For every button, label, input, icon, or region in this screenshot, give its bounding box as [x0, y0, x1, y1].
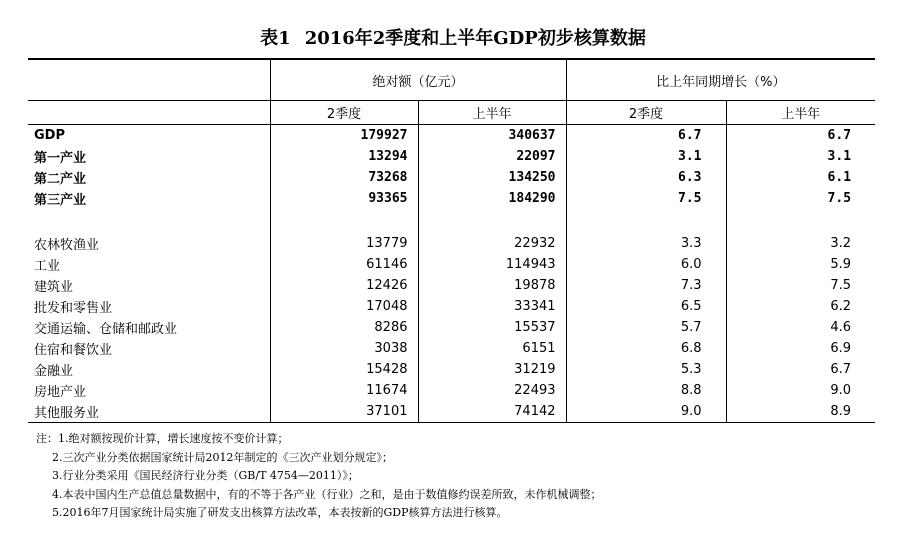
note-3: 3.行业分类采用《国民经济行业分类（GB/T 4754—2011）》； — [52, 469, 359, 482]
cell-q2-growth: 6.7 — [566, 125, 726, 147]
header-corner — [28, 101, 270, 125]
header-q2-growth: 2季度 — [566, 101, 726, 125]
cell-q2-amount: 13779 — [270, 233, 418, 254]
cell-q2-growth: 5.3 — [566, 359, 726, 380]
header-h1-growth: 上半年 — [726, 101, 875, 125]
row-label: 房地产业 — [34, 385, 87, 400]
table-row — [28, 338, 875, 359]
cell-h1-amount: 22493 — [418, 380, 566, 401]
header-absolute-amount: 绝对额（亿元） — [270, 59, 566, 101]
table-title — [0, 24, 906, 50]
cell-h1-growth: 5.9 — [726, 254, 875, 275]
cell-h1-growth: 6.2 — [726, 296, 875, 317]
row-label: 交通运输、仓储和邮政业 — [34, 322, 178, 337]
cell-q2-amount: 93365 — [270, 188, 418, 209]
header-h1-amount: 上半年 — [418, 101, 566, 125]
row-label: 建筑业 — [34, 280, 74, 295]
row-label: 金融业 — [34, 364, 74, 379]
cell-h1-growth: 8.9 — [726, 401, 875, 423]
cell-h1-amount: 184290 — [418, 188, 566, 209]
cell-h1-growth: 4.6 — [726, 317, 875, 338]
table-row-secondary — [28, 167, 875, 188]
table-notes — [36, 430, 602, 523]
note-2: 2.三次产业分类依据国家统计局2012年制定的《三次产业划分规定》； — [52, 450, 393, 464]
table-row — [28, 296, 875, 317]
gdp-table — [28, 58, 875, 423]
cell-q2-growth: 5.7 — [566, 317, 726, 338]
table-row — [28, 401, 875, 423]
cell-q2-amount: 61146 — [270, 254, 418, 275]
cell-q2-growth: 8.8 — [566, 380, 726, 401]
cell-q2-amount: 179927 — [270, 125, 418, 147]
cell-h1-amount: 22097 — [418, 146, 566, 167]
row-label: 工业 — [34, 259, 61, 274]
cell-h1-growth: 7.5 — [726, 188, 875, 209]
cell-h1-amount: 33341 — [418, 296, 566, 317]
cell-h1-amount: 340637 — [418, 125, 566, 147]
cell-q2-amount: 37101 — [270, 401, 418, 423]
table-number: 表1 — [260, 28, 291, 49]
row-label: 住宿和餐饮业 — [34, 343, 113, 358]
cell-q2-amount: 13294 — [270, 146, 418, 167]
table-row — [28, 380, 875, 401]
cell-h1-growth: 3.1 — [726, 146, 875, 167]
header-growth-rate: 比上年同期增长（%） — [566, 59, 875, 101]
spacer-row — [28, 209, 875, 233]
row-label: 第三产业 — [34, 193, 87, 208]
cell-q2-growth: 3.3 — [566, 233, 726, 254]
cell-h1-growth: 9.0 — [726, 380, 875, 401]
note-5: 5.2016年7月国家统计局实施了研发支出核算方法改革，本表按新的GDP核算方法进行核算。 — [52, 506, 508, 519]
note-1: 注：1.绝对额按现价计算，增长速度按不变价计算； — [36, 432, 289, 445]
cell-h1-amount: 6151 — [418, 338, 566, 359]
cell-h1-amount: 114943 — [418, 254, 566, 275]
cell-h1-amount: 134250 — [418, 167, 566, 188]
table-row-tertiary — [28, 188, 875, 209]
cell-q2-amount: 17048 — [270, 296, 418, 317]
cell-h1-growth: 6.7 — [726, 125, 875, 147]
cell-q2-amount: 11674 — [270, 380, 418, 401]
cell-h1-growth: 3.2 — [726, 233, 875, 254]
row-label: 批发和零售业 — [34, 301, 113, 316]
cell-q2-amount: 15428 — [270, 359, 418, 380]
cell-q2-growth: 6.8 — [566, 338, 726, 359]
cell-q2-growth: 7.5 — [566, 188, 726, 209]
row-label: GDP — [34, 128, 65, 143]
cell-h1-amount: 15537 — [418, 317, 566, 338]
header-corner — [28, 59, 270, 101]
cell-q2-amount: 73268 — [270, 167, 418, 188]
cell-h1-growth: 6.1 — [726, 167, 875, 188]
row-label: 农林牧渔业 — [34, 238, 100, 253]
cell-h1-amount: 74142 — [418, 401, 566, 423]
cell-h1-growth: 6.9 — [726, 338, 875, 359]
table-row — [28, 317, 875, 338]
header-q2-amount: 2季度 — [270, 101, 418, 125]
table-row — [28, 233, 875, 254]
cell-h1-amount: 22932 — [418, 233, 566, 254]
cell-h1-growth: 6.7 — [726, 359, 875, 380]
cell-q2-growth: 6.0 — [566, 254, 726, 275]
table-row — [28, 359, 875, 380]
table-row-gdp — [28, 125, 875, 147]
header-row-period — [28, 101, 875, 125]
cell-q2-growth: 6.5 — [566, 296, 726, 317]
cell-q2-growth: 7.3 — [566, 275, 726, 296]
cell-q2-growth: 9.0 — [566, 401, 726, 423]
cell-q2-amount: 3038 — [270, 338, 418, 359]
cell-h1-growth: 7.5 — [726, 275, 875, 296]
note-4: 4.本表中国内生产总值总量数据中，有的不等于各产业（行业）之和，是由于数值修约误差所致，未作机械调整； — [52, 487, 602, 501]
cell-q2-amount: 8286 — [270, 317, 418, 338]
table-row — [28, 275, 875, 296]
cell-h1-amount: 31219 — [418, 359, 566, 380]
table-caption: 2016年2季度和上半年GDP初步核算数据 — [304, 28, 646, 49]
header-row-group — [28, 59, 875, 101]
row-label: 其他服务业 — [28, 401, 270, 423]
cell-h1-amount: 19878 — [418, 275, 566, 296]
table-row — [28, 254, 875, 275]
cell-q2-growth: 6.3 — [566, 167, 726, 188]
cell-q2-amount: 12426 — [270, 275, 418, 296]
row-label: 第二产业 — [34, 172, 87, 187]
cell-q2-growth: 3.1 — [566, 146, 726, 167]
row-label: 第一产业 — [34, 151, 87, 166]
table-row-primary — [28, 146, 875, 167]
